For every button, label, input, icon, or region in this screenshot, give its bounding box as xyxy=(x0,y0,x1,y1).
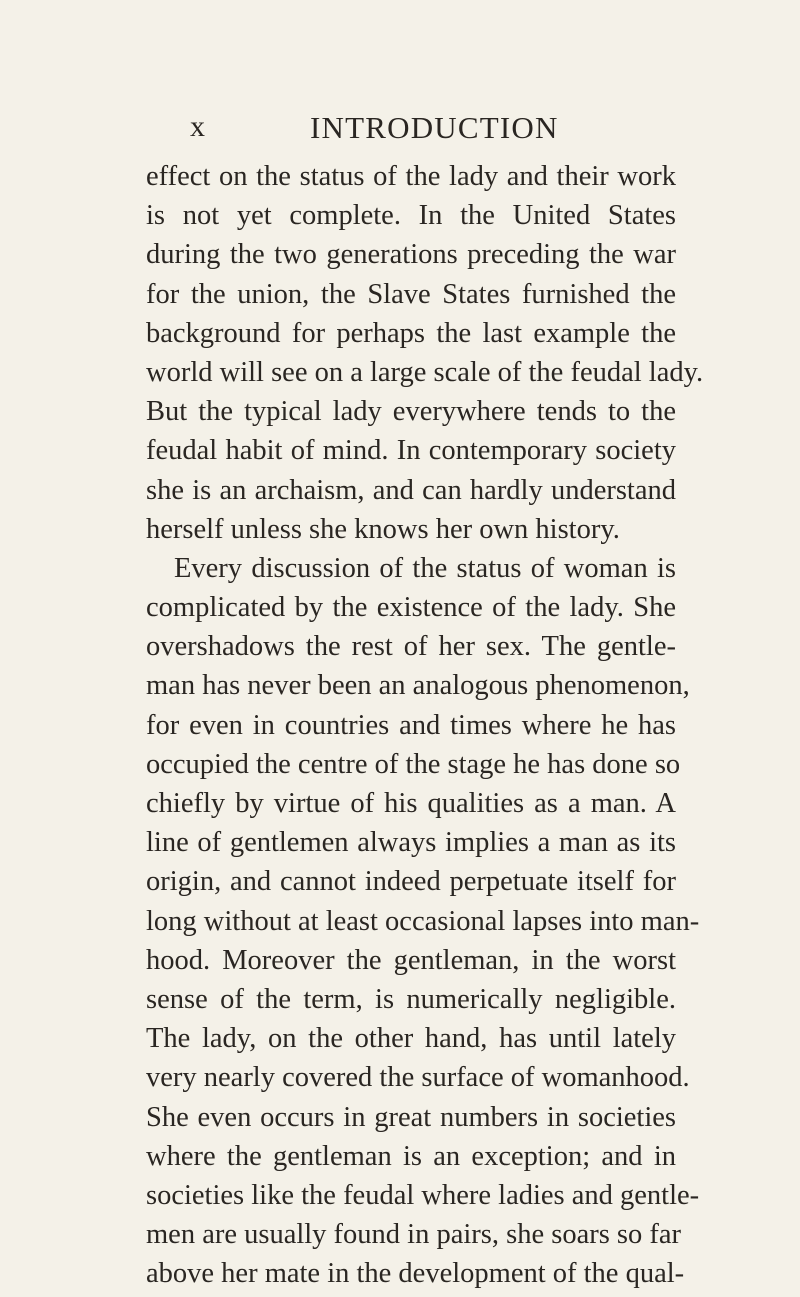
body-text xyxy=(146,157,704,1293)
text-line: during the two generations preceding the war xyxy=(146,239,676,271)
text-line: herself unless she knows her own history. xyxy=(146,513,620,545)
text-line: The lady, on the other hand, has until lately xyxy=(146,1023,676,1055)
text-line: feudal habit of mind. In contemporary society xyxy=(146,435,676,467)
text-line: she is an archaism, and can hardly understand xyxy=(146,474,676,506)
text-line: hood. Moreover the gentleman, in the worst xyxy=(146,944,676,976)
paragraph-start-line: Every discussion of the status of woman is xyxy=(174,552,676,584)
text-line: overshadows the rest of her sex. The gentle- xyxy=(146,631,676,663)
text-line: long without at least occasional lapses into man- xyxy=(146,905,700,937)
text-line: men are usually found in pairs, she soars so far xyxy=(146,1219,682,1251)
text-line: sense of the term, is numerically negligible. xyxy=(146,983,676,1015)
text-line: She even occurs in great numbers in societies xyxy=(146,1101,676,1133)
text-line: above her mate in the development of the qual- xyxy=(146,1258,685,1290)
text-line: background for perhaps the last example the xyxy=(146,317,676,349)
text-line: where the gentleman is an exception; and in xyxy=(146,1140,676,1172)
text-line: occupied the centre of the stage he has done so xyxy=(146,748,681,780)
text-line: origin, and cannot indeed perpetuate itself for xyxy=(146,866,676,898)
text-line: societies like the feudal where ladies and gentle- xyxy=(146,1179,700,1211)
text-line: chiefly by virtue of his qualities as a man. A xyxy=(146,788,676,819)
text-line: world will see on a large scale of the feudal lady. xyxy=(146,356,704,388)
page-number: x xyxy=(190,110,206,143)
text-line: line of gentlemen always implies a man as its xyxy=(146,827,676,859)
chapter-title: INTRODUCTION xyxy=(310,110,559,145)
text-line: But the typical lady everywhere tends to the xyxy=(146,396,676,428)
text-line: is not yet complete. In the United States xyxy=(146,200,676,232)
text-line: for even in countries and times where he has xyxy=(146,709,676,741)
running-head xyxy=(0,110,800,146)
text-line: for the union, the Slave States furnished the xyxy=(146,278,676,310)
text-line: very nearly covered the surface of womanhood. xyxy=(146,1062,690,1094)
text-line: man has never been an analogous phenomenon, xyxy=(146,670,690,702)
text-line: effect on the status of the lady and their work xyxy=(146,161,676,192)
text-line: complicated by the existence of the lady. She xyxy=(146,592,676,624)
